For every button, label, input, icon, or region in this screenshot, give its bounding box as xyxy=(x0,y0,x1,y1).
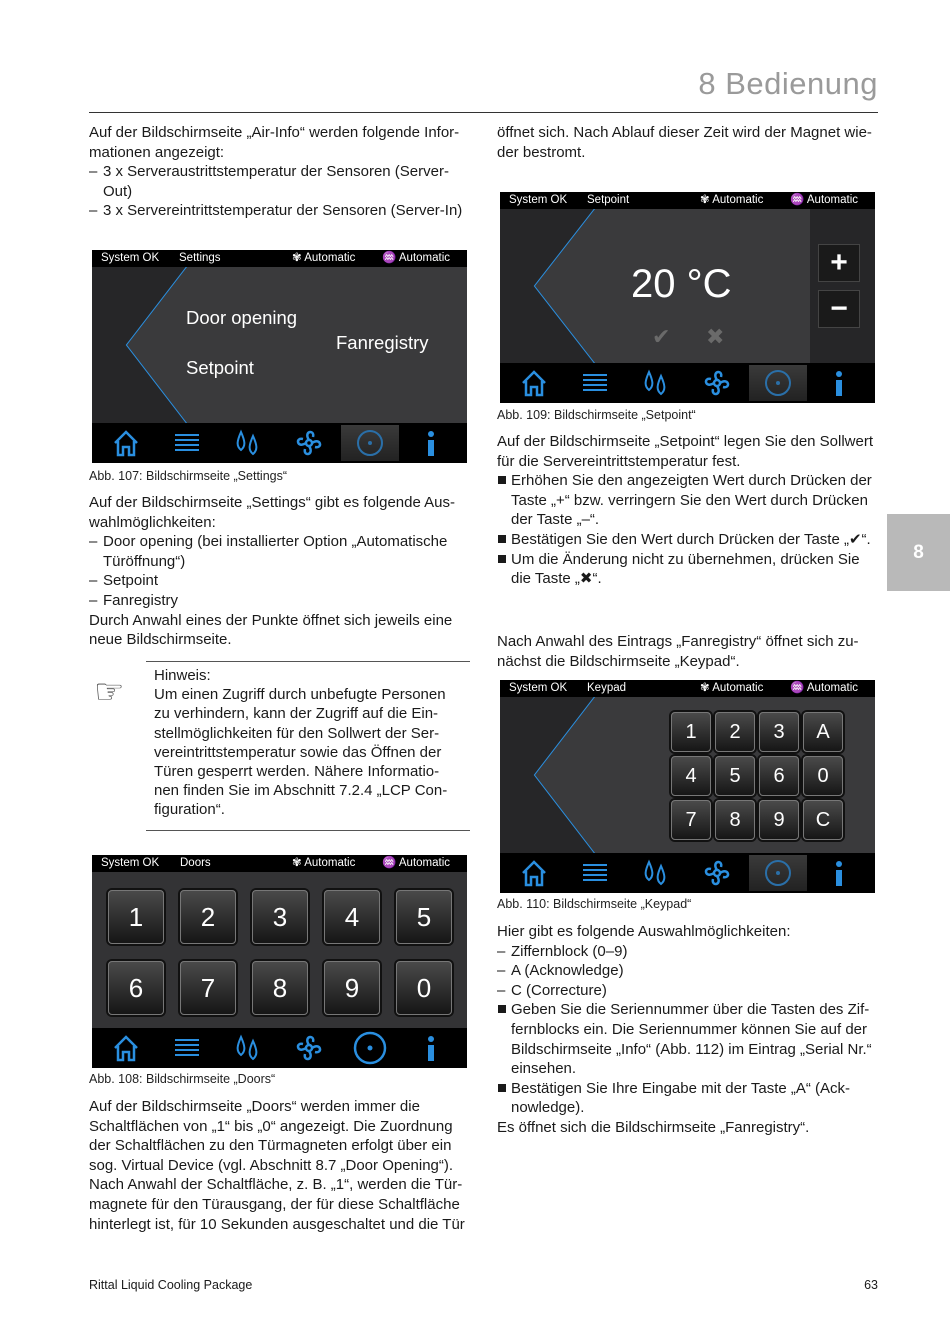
door-key-6[interactable]: 6 xyxy=(108,961,164,1015)
door-key-5[interactable]: 5 xyxy=(396,890,452,944)
home-icon[interactable] xyxy=(505,855,563,891)
keypad-steps xyxy=(497,1000,879,1118)
fan-icon[interactable] xyxy=(280,425,338,461)
chapter-title: 8 Bedienung xyxy=(698,66,878,101)
setpoint-steps xyxy=(497,471,879,589)
left-paragraph-4: Auf der Bildschirmseite „Doors“ werden immer die Schaltflächen von „1“ bis „0“ angezeigt. Die Zuordnung der Schaltflächen zu den Türmagneten erfolgt über ein sog. Virtual Device (vgl. Abschnitt 8.7 „Door Opening“). Nach Anwahl der Schaltfläche, z. B. „1“, werden die Tür-magnete für den Türausgang, der für diese Schaltfläche hinterlegt ist, für 10 Sekunden ausgeschaltet und die Tür xyxy=(89,1098,465,1233)
keypad-key-4[interactable]: 4 xyxy=(671,756,711,796)
fan-small-icon: ✾ xyxy=(700,682,713,694)
droplet-small-icon: ♒ xyxy=(790,194,807,206)
keypad-key-5[interactable]: 5 xyxy=(715,756,755,796)
fan-mode: ✾ Automatic xyxy=(700,194,764,206)
status-bar xyxy=(92,250,467,267)
figure-caption-108: Abb. 108: Bildschirmseite „Doors“ xyxy=(89,1072,276,1086)
status-text: System OK xyxy=(101,857,160,869)
list-item: – C (Correcture) xyxy=(497,981,879,1001)
list-item: – Ziffernblock (0–9) xyxy=(497,942,879,962)
note-body: Um einen Zugriff durch unbefugte Personen zu verhindern, kann der Zugriff auf die Ein-stellmöglichkeiten für den Sollwert der Ser-vereintrittstemperatur sowie das Öffnen der Türen gesperrt werden. Nähere Informatio-nen finden Sie im Abschnitt 7.2.4 „LCP Con-figuration“. xyxy=(154,686,448,819)
droplet-small-icon: ♒ xyxy=(382,252,399,264)
water-mode: ♒ Automatic xyxy=(382,857,451,869)
settings-options-list xyxy=(89,532,471,610)
fan-mode: ✾ Automatic xyxy=(292,857,356,869)
nav-bar xyxy=(92,423,467,463)
keypad-key-c[interactable]: C xyxy=(803,800,843,840)
figure-caption-110: Abb. 110: Bildschirmseite „Keypad“ xyxy=(497,897,692,911)
droplet-small-icon: ♒ xyxy=(790,682,807,694)
home-icon[interactable] xyxy=(97,425,155,461)
door-key-7[interactable]: 7 xyxy=(180,961,236,1015)
chapter-tab: 8 xyxy=(887,514,950,591)
page-name: Keypad xyxy=(587,682,627,694)
list-item: Um die Änderung nicht zu übernehmen, drücken Sie die Taste „✖“. xyxy=(497,550,879,589)
circle-icon[interactable] xyxy=(749,365,807,401)
fan-icon[interactable] xyxy=(688,855,746,891)
door-key-0[interactable]: 0 xyxy=(396,961,452,1015)
info-icon[interactable] xyxy=(402,425,460,461)
list-item: Erhöhen Sie den angezeigten Wert durch Drücken der Taste „+“ bzw. verringern Sie den Wert durch Drücken der Taste „–“. xyxy=(497,471,879,530)
door-key-8[interactable]: 8 xyxy=(252,961,308,1015)
menu-setpoint[interactable]: Setpoint xyxy=(186,357,254,378)
left-doors-text xyxy=(89,1097,471,1234)
list-item: – A (Acknowledge) xyxy=(497,961,879,981)
door-key-2[interactable]: 2 xyxy=(180,890,236,944)
right-intro xyxy=(497,123,879,162)
list-item: – Door opening (bei installierter Option „Automatische Türöffnung“) xyxy=(89,532,471,571)
list-item: Bestätigen Sie den Wert durch Drücken der Taste „✔“. xyxy=(497,530,879,550)
keypad-key-2[interactable]: 2 xyxy=(715,712,755,752)
right-keypad-text xyxy=(497,922,879,1138)
status-bar xyxy=(500,680,875,697)
nav-bar xyxy=(500,853,875,893)
info-icon[interactable] xyxy=(810,855,868,891)
keypad-key-8[interactable]: 8 xyxy=(715,800,755,840)
right-paragraph-2: Auf der Bildschirmseite „Setpoint“ legen Sie den Sollwert für die Servereintrittstemperatur fest. xyxy=(497,433,874,470)
page-name: Setpoint xyxy=(587,194,630,206)
droplets-icon[interactable] xyxy=(219,1030,277,1066)
droplets-icon[interactable] xyxy=(627,855,685,891)
doors-screen xyxy=(92,855,467,1068)
info-icon[interactable] xyxy=(810,365,868,401)
right-paragraph-4: Hier gibt es folgende Auswahlmöglichkeiten: xyxy=(497,923,791,940)
confirm-check-icon[interactable]: ✔ xyxy=(652,324,671,349)
keypad-key-0[interactable]: 0 xyxy=(803,756,843,796)
header-rule xyxy=(89,112,878,113)
right-paragraph-1: öffnet sich. Nach Ablauf dieser Zeit wird der Magnet wie-der bestromt. xyxy=(497,124,872,161)
right-setpoint-text xyxy=(497,432,879,589)
door-key-3[interactable]: 3 xyxy=(252,890,308,944)
list-item: – 3 x Servereintrittstemperatur der Sensoren (Server-In) xyxy=(89,201,471,221)
list-item: – Fanregistry xyxy=(89,591,471,611)
note-content xyxy=(154,666,464,820)
info-icon[interactable] xyxy=(402,1030,460,1066)
door-key-4[interactable]: 4 xyxy=(324,890,380,944)
keypad-key-3[interactable]: 3 xyxy=(759,712,799,752)
droplets-icon[interactable] xyxy=(627,365,685,401)
list-icon[interactable] xyxy=(566,855,624,891)
fan-small-icon: ✾ xyxy=(292,252,305,264)
door-key-1[interactable]: 1 xyxy=(108,890,164,944)
cancel-x-icon[interactable]: ✖ xyxy=(706,324,725,349)
keypad-key-a[interactable]: A xyxy=(803,712,843,752)
footer-product: Rittal Liquid Cooling Package xyxy=(89,1278,253,1292)
status-text: System OK xyxy=(509,682,568,694)
circle-icon[interactable] xyxy=(341,1030,399,1066)
status-text: System OK xyxy=(509,194,568,206)
droplet-small-icon: ♒ xyxy=(382,857,399,869)
page-name: Settings xyxy=(179,252,221,264)
right-paragraph-3: Nach Anwahl des Eintrags „Fanregistry“ öffnet sich zu-nächst die Bildschirmseite „Keypad“. xyxy=(497,633,859,670)
decrease-button[interactable]: − xyxy=(818,290,860,328)
keypad-key-6[interactable]: 6 xyxy=(759,756,799,796)
fan-mode: ✾ Automatic xyxy=(700,682,764,694)
page-name: Doors xyxy=(180,857,211,869)
setpoint-screen xyxy=(500,192,875,403)
fan-icon[interactable] xyxy=(280,1030,338,1066)
home-icon[interactable] xyxy=(505,365,563,401)
increase-button[interactable]: + xyxy=(818,244,860,282)
fan-mode: ✾ Automatic xyxy=(292,252,356,264)
page-number: 63 xyxy=(864,1278,878,1292)
list-item: – Setpoint xyxy=(89,571,471,591)
keypad-key-1[interactable]: 1 xyxy=(671,712,711,752)
menu-door-opening[interactable]: Door opening xyxy=(186,307,298,328)
door-key-9[interactable]: 9 xyxy=(324,961,380,1015)
status-bar xyxy=(500,192,875,209)
left-settings-text xyxy=(89,493,471,650)
status-bar xyxy=(92,855,467,872)
left-paragraph-3: Durch Anwahl eines der Punkte öffnet sich jeweils eine neue Bildschirmseite. xyxy=(89,611,453,649)
list-item: Bestätigen Sie Ihre Eingabe mit der Taste „A“ (Ack-nowledge). xyxy=(497,1079,879,1118)
figure-caption-109: Abb. 109: Bildschirmseite „Setpoint“ xyxy=(497,408,696,422)
droplets-icon[interactable] xyxy=(219,425,277,461)
status-text: System OK xyxy=(101,252,160,264)
water-mode: ♒ Automatic xyxy=(790,194,859,206)
left-paragraph-1: Auf der Bildschirmseite „Air-Info“ werden folgende Infor-mationen angezeigt: xyxy=(89,124,460,161)
left-intro xyxy=(89,123,471,221)
setpoint-value: 20 °C xyxy=(631,262,732,306)
nav-bar xyxy=(92,1028,467,1068)
list-item: – 3 x Serveraustrittstemperatur der Sensoren (Server-Out) xyxy=(89,162,471,201)
settings-screen xyxy=(92,250,467,463)
air-info-list xyxy=(89,162,471,221)
list-icon[interactable] xyxy=(566,365,624,401)
note-title: Hinweis: xyxy=(154,667,211,684)
fan-small-icon: ✾ xyxy=(292,857,305,869)
list-item: Geben Sie die Seriennummer über die Tasten des Zif-fernblocks ein. Die Seriennummer können Sie auf der Bildschirmseite „Info“ (Abb. 112) im Eintrag „Serial Nr.“ einsehen. xyxy=(497,1000,879,1078)
fan-small-icon: ✾ xyxy=(700,194,713,206)
water-mode: ♒ Automatic xyxy=(382,252,451,264)
list-icon[interactable] xyxy=(158,1030,216,1066)
circle-icon[interactable] xyxy=(749,855,807,891)
list-icon[interactable] xyxy=(158,425,216,461)
left-paragraph-2: Auf der Bildschirmseite „Settings“ gibt es folgende Aus-wahlmöglichkeiten: xyxy=(89,494,456,531)
pointing-hand-icon: ☞ xyxy=(94,673,125,711)
menu-fanregistry[interactable]: Fanregistry xyxy=(336,332,429,353)
keypad-key-7[interactable]: 7 xyxy=(671,800,711,840)
circle-icon[interactable] xyxy=(341,425,399,461)
right-paragraph-5: Es öffnet sich die Bildschirmseite „Fanregistry“. xyxy=(497,1118,810,1136)
keypad-key-9[interactable]: 9 xyxy=(759,800,799,840)
right-fanregistry-text xyxy=(497,632,879,671)
water-mode: ♒ Automatic xyxy=(790,682,859,694)
home-icon[interactable] xyxy=(97,1030,155,1066)
nav-bar xyxy=(500,363,875,403)
keypad-screen xyxy=(500,680,875,893)
figure-caption-107: Abb. 107: Bildschirmseite „Settings“ xyxy=(89,469,288,483)
fan-icon[interactable] xyxy=(688,365,746,401)
keypad-options-list xyxy=(497,942,879,1001)
